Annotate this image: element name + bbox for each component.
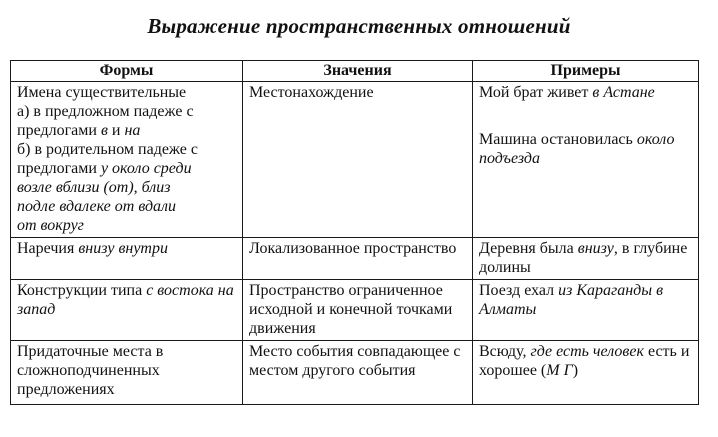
header-meanings: Значения	[243, 61, 473, 82]
italic-text: из Караганды в Алматы	[479, 282, 664, 318]
form-cell	[11, 238, 243, 280]
italic-text: М Г	[546, 362, 573, 379]
meaning-text: Локализованное пространство	[249, 240, 457, 257]
meaning-cell	[243, 238, 473, 280]
italic-text: где есть человек	[530, 343, 644, 360]
relations-table	[10, 60, 699, 405]
example-cell	[473, 280, 699, 341]
text: предлогами	[17, 160, 101, 177]
text: Мой брат живет	[479, 84, 593, 101]
form-cell	[11, 82, 243, 238]
page-title: Выражение пространственных отношений	[147, 14, 571, 38]
example-cell	[473, 341, 699, 405]
form-cell	[11, 280, 243, 341]
example-text	[479, 130, 692, 168]
text: , в глубине долины	[479, 240, 688, 276]
table-row	[11, 280, 699, 341]
italic-text: в Астане	[592, 84, 655, 101]
text: а) в предложном падеже с	[17, 103, 194, 120]
table-row	[11, 341, 699, 405]
header-forms: Формы	[11, 61, 243, 82]
text: предлогами	[17, 122, 101, 139]
example-text	[479, 239, 692, 277]
table-row	[11, 82, 699, 238]
meaning-cell	[243, 82, 473, 238]
meaning-text: Пространство ограниченное исходной и конечной точками движения	[249, 282, 453, 337]
italic-text: на	[124, 122, 141, 139]
text: )	[572, 362, 579, 379]
italic-text: в	[100, 122, 108, 139]
text: Машина остановилась	[479, 131, 637, 148]
table-row	[11, 238, 699, 280]
example-cell	[473, 238, 699, 280]
italic-text: возле вблизи (от), близ	[17, 179, 171, 196]
meaning-cell	[243, 341, 473, 405]
text: и	[107, 122, 125, 139]
header-row	[11, 61, 699, 82]
italic-text: у около среди	[100, 160, 192, 177]
text: б) в родительном падеже с	[17, 141, 198, 158]
text: Придаточные места в сложноподчиненных предложениях	[17, 343, 164, 398]
italic-text: внизу внутри	[78, 240, 168, 257]
example-text	[479, 83, 692, 102]
text: Деревня была	[479, 240, 578, 257]
text: Имена существительные	[17, 84, 187, 101]
italic-text: внизу	[577, 240, 614, 257]
text: есть и хорошее (	[479, 343, 690, 379]
text: Поезд ехал	[479, 282, 559, 299]
meaning-text: Место события совпадающее с местом другого события	[249, 343, 461, 379]
text: Конструкции типа	[17, 282, 147, 299]
text: Наречия	[17, 240, 79, 257]
example-cell	[473, 82, 699, 238]
example-text	[479, 281, 692, 319]
meaning-text: Местонахождение	[249, 84, 374, 101]
example-text	[479, 342, 692, 380]
italic-text: с востока на запад	[17, 282, 234, 318]
text: Всюду,	[479, 343, 531, 360]
header-examples: Примеры	[473, 61, 699, 82]
italic-text: от вокруг	[17, 217, 84, 234]
meaning-cell	[243, 280, 473, 341]
italic-text: около подъезда	[479, 131, 675, 167]
form-cell	[11, 341, 243, 405]
italic-text: подле вдалеке от вдали	[17, 198, 177, 215]
